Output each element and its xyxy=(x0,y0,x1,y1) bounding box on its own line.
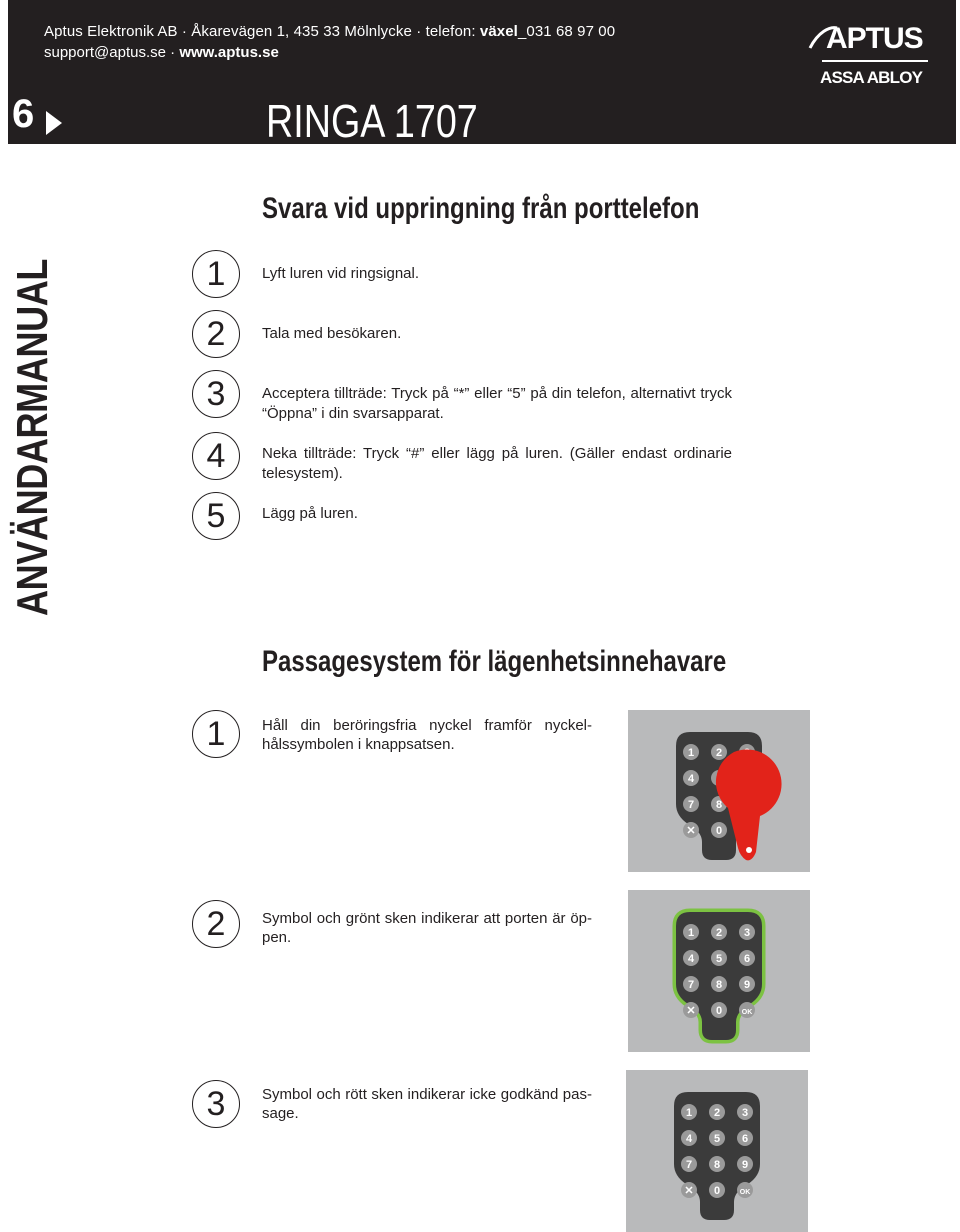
step-number: 2 xyxy=(192,900,240,948)
keypad-key-label: 6 xyxy=(741,1133,749,1145)
keypad-key-label: 0 xyxy=(713,1185,721,1197)
phone-label: telefon: xyxy=(425,23,476,40)
phone-bold: växel xyxy=(479,23,518,40)
keypad-key-label: 7 xyxy=(687,979,695,991)
keypad-key-label: 7 xyxy=(685,1159,693,1171)
keypad-with-key-image xyxy=(628,710,810,872)
page-title: RINGA 1707 xyxy=(266,95,478,147)
section2-heading: Passagesystem för lägenhetsinnehavare xyxy=(262,645,727,678)
key-fob-hole xyxy=(746,847,752,853)
logo-divider xyxy=(822,60,928,62)
step-number: 3 xyxy=(192,370,240,418)
step-number: 1 xyxy=(192,710,240,758)
step-text: Symbol och rött sken indikerar icke godkänd pas-sage. xyxy=(262,1086,592,1122)
email-link[interactable]: support@aptus.se xyxy=(44,44,166,61)
keypad-key-label: 0 xyxy=(715,1005,723,1017)
company-line: Aptus Elektronik AB · Åkarevägen 1, 435 33 Mölnlycke · telefon: växel_031 68 97 00 xyxy=(44,23,616,40)
keypad-key-label: 0 xyxy=(715,825,723,837)
keypad-key-label: 8 xyxy=(715,979,723,991)
keypad-key-label: 1 xyxy=(687,747,695,759)
company-address: Åkarevägen 1, 435 33 Mölnlycke xyxy=(191,23,412,40)
logo-subtext: ASSA ABLOY xyxy=(820,68,923,87)
keypad-key-label: 2 xyxy=(713,1107,721,1119)
keypad-key-label: ✕ xyxy=(686,825,696,837)
aptus-logo xyxy=(808,18,928,90)
keypad-key-label: 9 xyxy=(741,1159,749,1171)
step-number: 2 xyxy=(192,310,240,358)
logo-text: APTUS xyxy=(826,22,923,55)
keypad-key-label: ✕ xyxy=(686,1005,696,1017)
keypad-key-label: OK xyxy=(739,1189,751,1196)
step-text: Acceptera tillträde: Tryck på “*” eller “5” på din telefon, alternativt tryck “Öppna” i din svarsapparat. xyxy=(262,385,732,422)
keypad-key-label: 8 xyxy=(715,799,723,811)
step-text: Lägg på luren. xyxy=(262,505,358,522)
keypad-key-label: 2 xyxy=(715,747,723,759)
step-number: 1 xyxy=(192,250,240,298)
keypad-key-label: 5 xyxy=(713,1133,721,1145)
keypad-key-label: 9 xyxy=(743,979,751,991)
step-text: Neka tillträde: Tryck “#” eller lägg på luren. (Gäller endast ordinarie telesystem). xyxy=(262,445,732,482)
step-text: Lyft luren vid ringsignal. xyxy=(262,265,420,282)
keypad-key-label: 6 xyxy=(743,953,751,965)
keypad-key-label: 4 xyxy=(687,953,695,965)
keypad-key-label: 4 xyxy=(687,773,695,785)
keypad-key-label: 8 xyxy=(713,1159,721,1171)
triangle-right-icon xyxy=(46,111,62,135)
keypad-panel xyxy=(628,890,810,1052)
page-number: 6 xyxy=(12,92,35,136)
side-label: ANVÄNDARMANUAL xyxy=(8,258,57,616)
keypad-key-label: 7 xyxy=(687,799,695,811)
keypad-key-label: OK xyxy=(741,1009,753,1016)
step-number: 4 xyxy=(192,432,240,480)
keypad-key-label: 1 xyxy=(685,1107,693,1119)
step-text: Håll din beröringsfria nyckel framför nyckel-hålssymbolen i knappsatsen. xyxy=(262,717,592,753)
step-number: 5 xyxy=(192,492,240,540)
keypad-key-label: 3 xyxy=(743,927,751,939)
keypad-red-image xyxy=(626,1070,808,1232)
keypad-key-label: ✕ xyxy=(684,1185,694,1197)
step-number: 3 xyxy=(192,1080,240,1128)
keypad-panel xyxy=(626,1070,808,1232)
keypad-key-label: 4 xyxy=(685,1133,693,1145)
company-name: Aptus Elektronik AB xyxy=(44,23,178,40)
keypad-key-label: 2 xyxy=(715,927,723,939)
keypad-key-label: 5 xyxy=(715,953,723,965)
step-text: Tala med besökaren. xyxy=(262,325,402,342)
section1-heading: Svara vid uppringning från porttelefon xyxy=(262,192,700,225)
contact-line: support@aptus.se · www.aptus.se xyxy=(44,44,279,61)
keypad-panel xyxy=(628,710,810,872)
keypad-key-label: 3 xyxy=(741,1107,749,1119)
header-bar xyxy=(8,0,956,147)
keypad-key-label: 1 xyxy=(687,927,695,939)
phone-number: _031 68 97 00 xyxy=(517,23,616,40)
keypad-green-image xyxy=(628,890,810,1052)
step-text: Symbol och grönt sken indikerar att porten är öp-pen. xyxy=(262,910,592,946)
website-link[interactable]: www.aptus.se xyxy=(179,44,279,61)
